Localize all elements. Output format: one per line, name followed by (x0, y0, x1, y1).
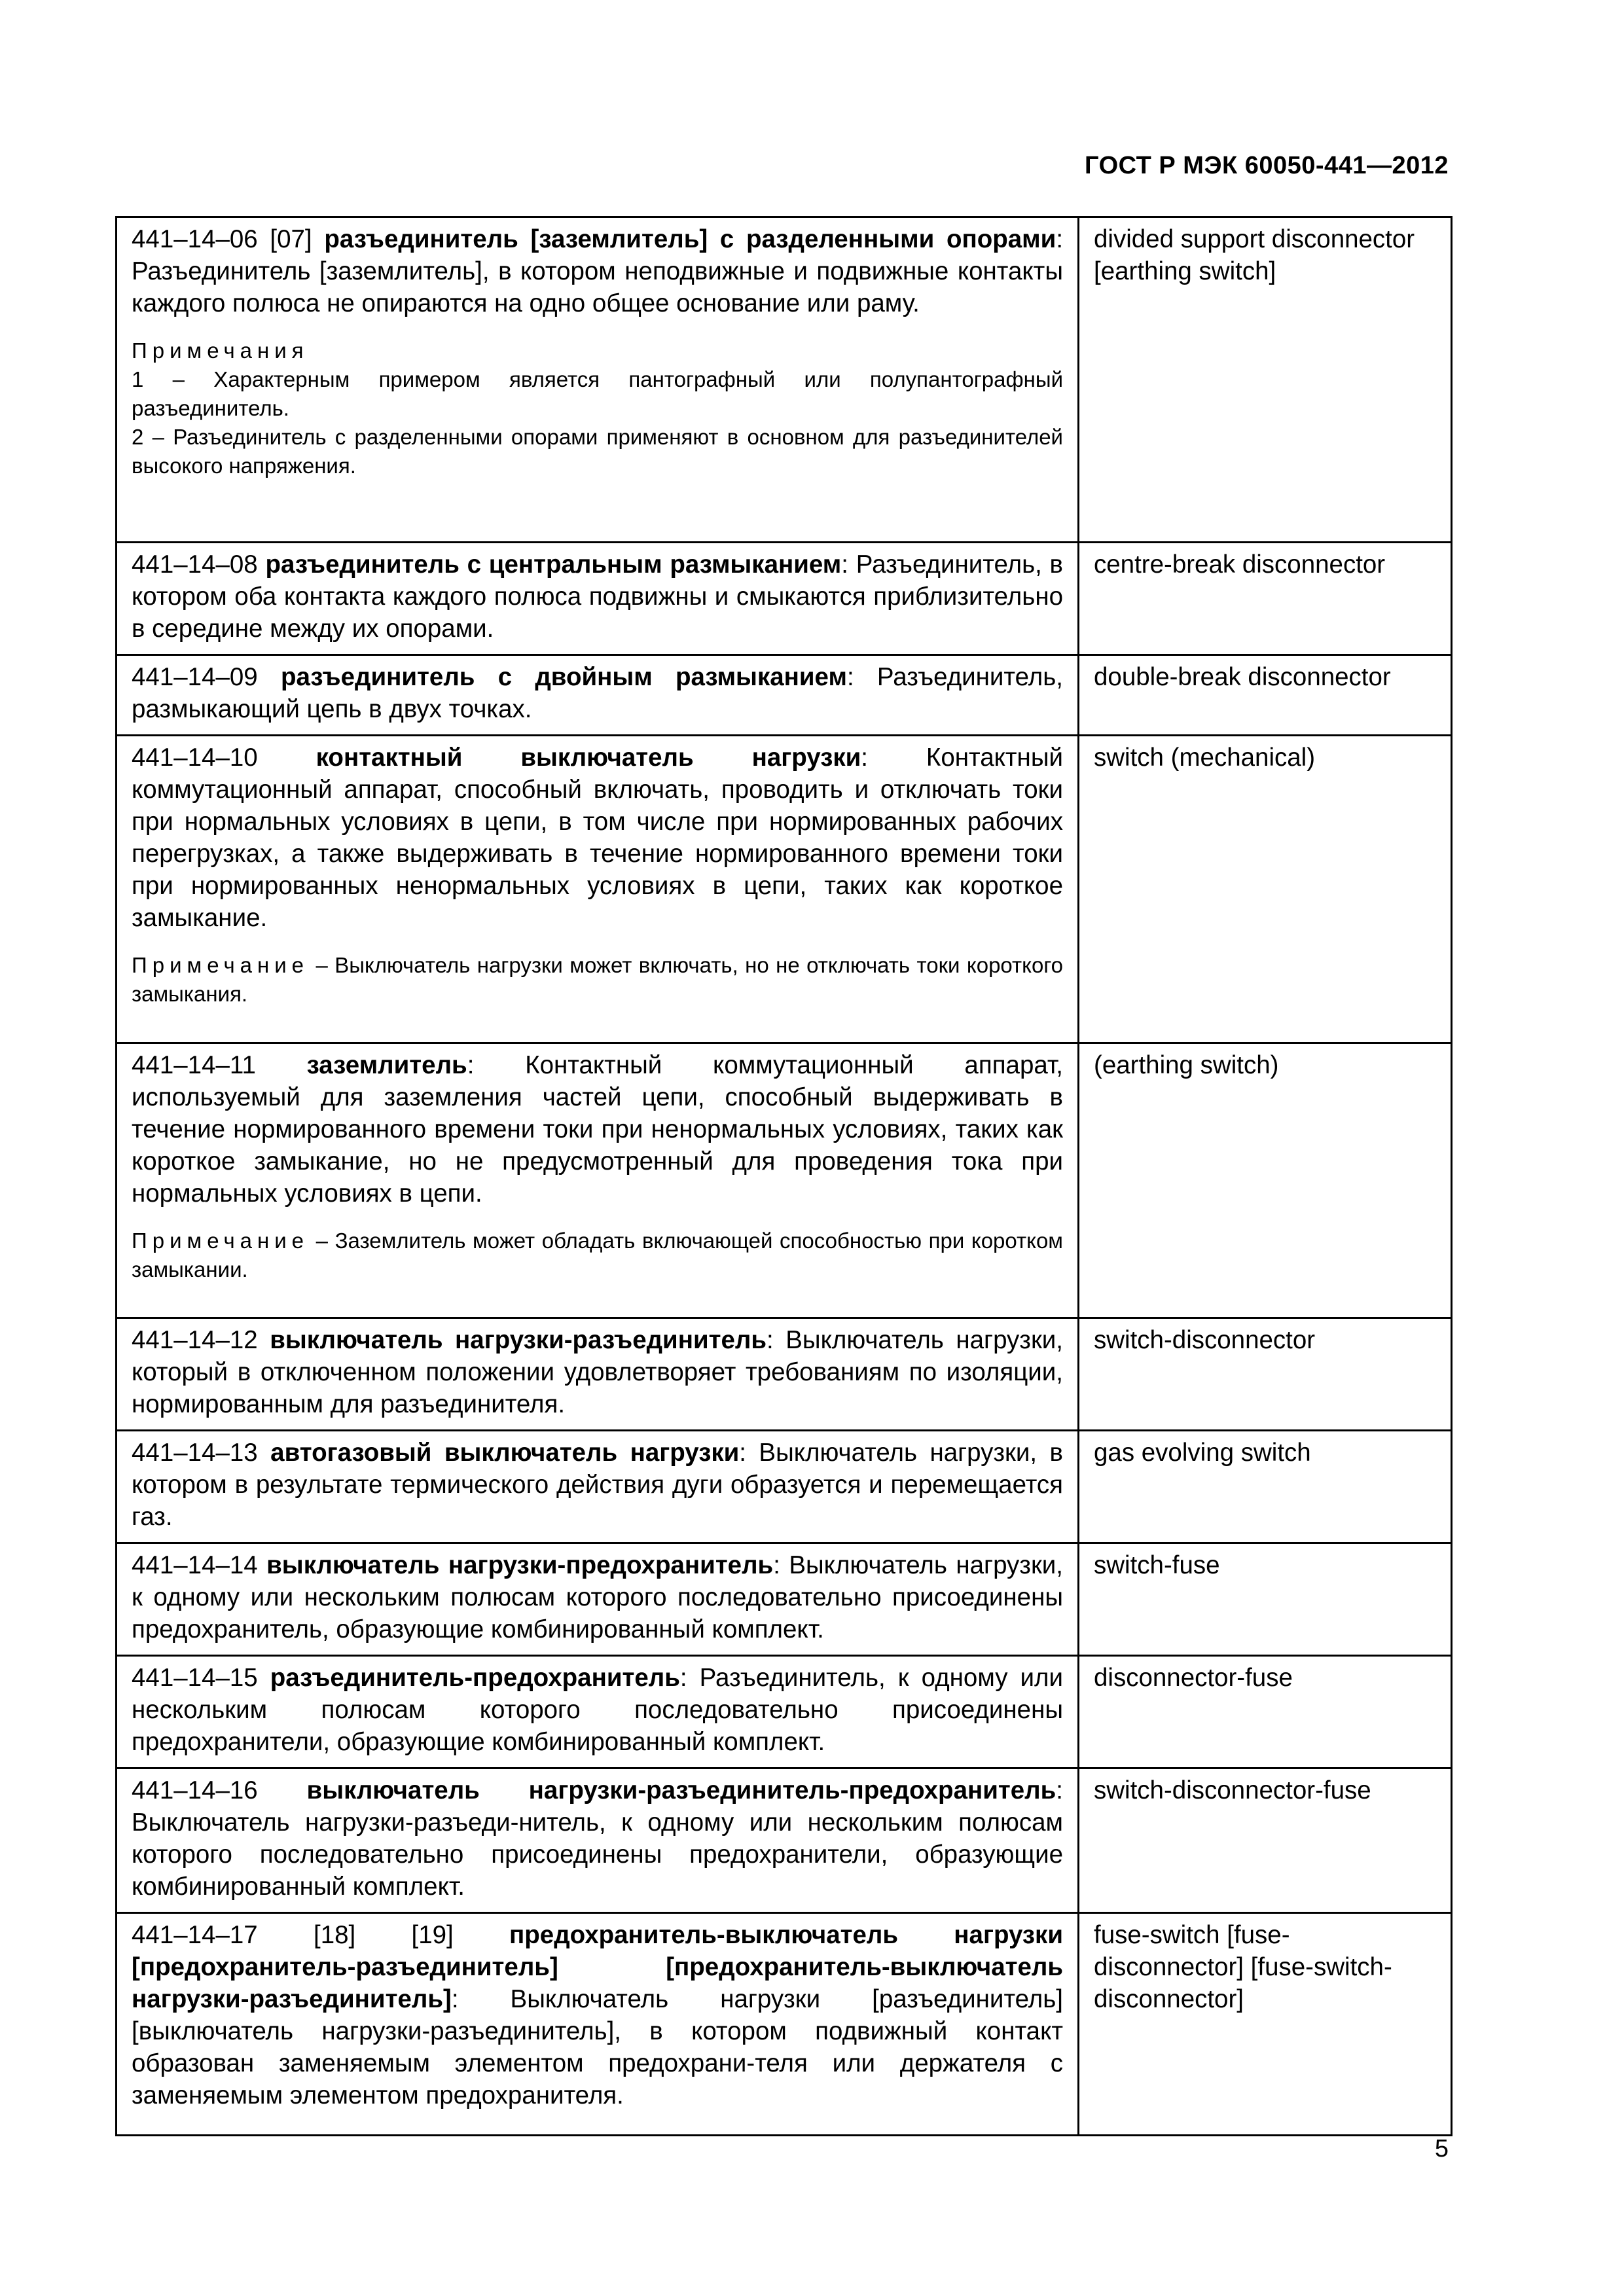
definition-cell (117, 217, 1079, 543)
note-block (132, 336, 1063, 480)
definition-cell (117, 543, 1079, 655)
english-term-cell: switch (mechanical) (1079, 736, 1452, 1043)
definition-cell (117, 1913, 1079, 2136)
term-row (117, 217, 1452, 543)
definition-paragraph (132, 1549, 1063, 1645)
term-definition: : Выключатель нагрузки-разъеди-нитель, к одному или нескольким полюсам которого последовательно присоединены предохранители, образующие комбинированный комплект. (132, 1776, 1063, 1901)
term-name: разъединитель с центральным размыканием (265, 550, 842, 579)
term-code: 441–14–12 (132, 1326, 258, 1354)
term-code: 441–14–06 [07] (132, 225, 312, 253)
term-row (117, 1913, 1452, 2136)
term-row (117, 543, 1452, 655)
term-code: 441–14–08 (132, 550, 258, 579)
definition-paragraph (132, 742, 1063, 934)
term-code: 441–14–14 (132, 1551, 258, 1579)
definition-paragraph (132, 1662, 1063, 1758)
term-definition: : Разъединитель, к одному или нескольким полюсам которого последовательно присоединены предохранители, образующие комбинированный комплект. (132, 1664, 1063, 1756)
term-name: выключатель нагрузки-разъединитель-предохранитель (306, 1776, 1056, 1804)
note-item: 1 – Характерным примером является пантографный или полупантографный разъединитель. (132, 367, 1063, 420)
term-name: автогазовый выключатель нагрузки (270, 1439, 740, 1467)
definition-paragraph (132, 1437, 1063, 1533)
english-term-cell: (earthing switch) (1079, 1043, 1452, 1318)
term-code: 441–14–16 (132, 1776, 258, 1804)
term-definition: : Разъединитель [заземлитель], в котором неподвижные и подвижные контакты каждого полюса не опираются на одно общее основание или раму. (132, 225, 1064, 317)
term-name: контактный выключатель нагрузки (316, 744, 861, 772)
term-name: разъединитель [заземлитель] с разделенными опорами (324, 225, 1056, 253)
definition-cell (117, 1043, 1079, 1318)
term-row (117, 1656, 1452, 1768)
definition-paragraph (132, 661, 1063, 725)
note-label: Примечание (132, 953, 310, 977)
definition-cell (117, 736, 1079, 1043)
definition-paragraph (132, 1049, 1063, 1210)
page-number: 5 (1434, 2135, 1449, 2162)
term-row (117, 1768, 1452, 1913)
definition-cell (117, 1768, 1079, 1913)
term-code: 441–14–11 (132, 1051, 256, 1079)
definition-cell (117, 1431, 1079, 1543)
english-term-cell: switch-fuse (1079, 1543, 1452, 1656)
english-term-cell: centre-break disconnector (1079, 543, 1452, 655)
english-term-cell: switch-disconnector-fuse (1079, 1768, 1452, 1913)
term-row (117, 1431, 1452, 1543)
term-row (117, 736, 1452, 1043)
term-row (117, 1543, 1452, 1656)
term-definition: : Выключатель нагрузки, в котором в результате термического действия дуги образуется и перемещается газ. (132, 1439, 1063, 1531)
definition-paragraph (132, 548, 1063, 645)
note-text: – Заземлитель может обладать включающей способностью при коротком замыкании. (132, 1229, 1063, 1282)
note-block (132, 1227, 1063, 1284)
english-term-cell: divided support disconnector [earthing switch] (1079, 217, 1452, 543)
term-code: 441–14–17 [18] [19] (132, 1921, 454, 1949)
definition-paragraph (132, 1324, 1063, 1420)
term-name: предохранитель-выключатель нагрузки [предохранитель-разъединитель] [предохранитель-выключатель нагрузки-разъединитель] (132, 1921, 1063, 2013)
term-row (117, 1318, 1452, 1431)
english-term-cell: disconnector-fuse (1079, 1656, 1452, 1768)
term-name: разъединитель-предохранитель (270, 1664, 680, 1692)
definition-cell (117, 655, 1079, 736)
term-definition: : Контактный коммутационный аппарат, используемый для заземления частей цепи, способный выдерживать в течение нормированного времени токи при ненормальных условиях, таких как короткое замыкание, но не предусмотренный для проведения тока при нормальных условиях в цепи. (132, 1051, 1063, 1208)
term-code: 441–14–15 (132, 1664, 258, 1692)
standard-designation: ГОСТ Р МЭК 60050-441—2012 (1085, 152, 1449, 179)
term-row (117, 1043, 1452, 1318)
english-term-cell: switch-disconnector (1079, 1318, 1452, 1431)
term-definition: : Разъединитель, в котором оба контакта каждого полюса подвижны и смыкаются приблизительно в середине между их опорами. (132, 550, 1063, 643)
note-text: – Выключатель нагрузки может включать, но не отключать токи короткого замыкания. (132, 953, 1063, 1006)
note-label: Примечание (132, 1229, 310, 1253)
definition-paragraph (132, 1774, 1063, 1903)
term-name: выключатель нагрузки-разъединитель (270, 1326, 767, 1354)
term-definition: : Выключатель нагрузки, к одному или нескольким полюсам которого последовательно присоединены предохранитель, образующие комбинированный комплект. (132, 1551, 1063, 1643)
term-code: 441–14–09 (132, 663, 258, 691)
term-definition: : Контактный коммутационный аппарат, способный включать, проводить и отключать токи при нормальных условиях в цепи, в том числе при нормированных рабочих перегрузках, а также выдерживать в течение нормированного времени токи при нормированных ненормальных условиях в цепи, таких как короткое замыкание. (132, 744, 1063, 932)
term-name: выключатель нагрузки-предохранитель (266, 1551, 774, 1579)
definition-paragraph (132, 223, 1063, 319)
notes-heading: Примечания (132, 338, 309, 363)
term-name: разъединитель с двойным размыканием (280, 663, 847, 691)
note-item: 2 – Разъединитель с разделенными опорами применяют в основном для разъединителей высокого напряжения. (132, 425, 1063, 478)
term-definition: : Выключатель нагрузки [разъединитель] [выключатель нагрузки-разъединитель], в котором подвижный контакт образован заменяемым элементом предохрани-теля или держателя с заменяемым элементом предохранителя. (132, 1985, 1063, 2109)
definition-cell (117, 1656, 1079, 1768)
term-definition: : Разъединитель, размыкающий цепь в двух точках. (132, 663, 1063, 723)
term-row (117, 655, 1452, 736)
term-code: 441–14–10 (132, 744, 258, 772)
definition-cell (117, 1543, 1079, 1656)
terms-table (115, 216, 1453, 2136)
term-name: заземлитель (306, 1051, 467, 1079)
term-code: 441–14–13 (132, 1439, 258, 1467)
definition-paragraph (132, 1919, 1063, 2111)
definition-cell (117, 1318, 1079, 1431)
note-block (132, 951, 1063, 1009)
english-term-cell: fuse-switch [fuse-disconnector] [fuse-switch-disconnector] (1079, 1913, 1452, 2136)
english-term-cell: double-break disconnector (1079, 655, 1452, 736)
term-definition: : Выключатель нагрузки, который в отключенном положении удовлетворяет требованиям по изоляции, нормированным для разъединителя. (132, 1326, 1063, 1418)
english-term-cell: gas evolving switch (1079, 1431, 1452, 1543)
